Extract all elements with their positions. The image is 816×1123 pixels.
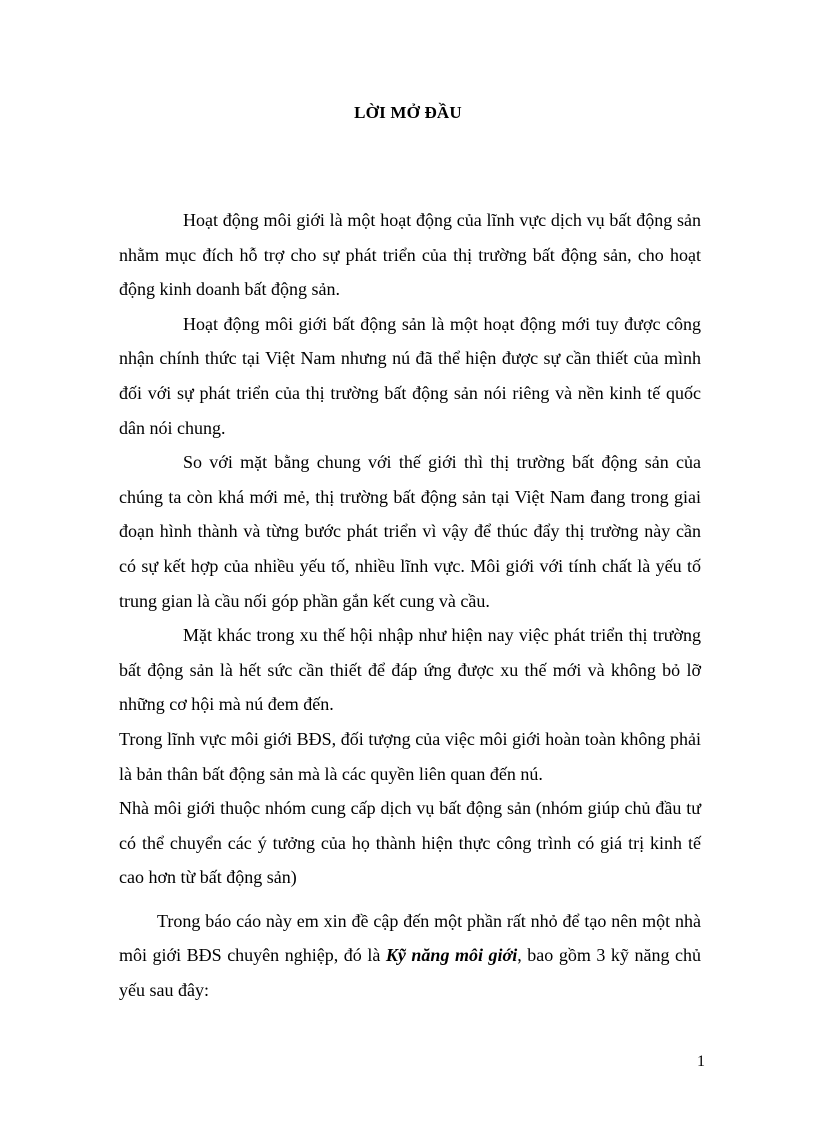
document-body (119, 203, 701, 1008)
page-number: 1 (697, 1053, 705, 1070)
paragraph-2: Hoạt động môi giới bất động sản là một hoạt động mới tuy được công nhận chính thức tại Việt Nam nhưng nú đã thể hiện được sự cần thiết của mình đối với sự phát triển của thị trường bất động sản nói riêng và nền kinh tế quốc dân nói chung. (119, 313, 701, 438)
paragraph-4: Mặt khác trong xu thế hội nhập như hiện nay việc phát triển thị trường bất động sản là hết sức cần thiết để đáp ứng được xu thế mới và không bỏ lỡ những cơ hội mà nú đem đến. (119, 625, 701, 715)
paragraph-7-lead: Trong báo cáo này em xin đề cập đến một phần rất nhỏ để tạo nên một nhà môi giới BĐS chuyên nghiệp, đó là (119, 910, 701, 966)
paragraph-1: Hoạt động môi giới là một hoạt động của lĩnh vực dịch vụ bất động sản nhằm mục đích hỗ trợ cho sự phát triển của thị trường bất động sản, cho hoạt động kinh doanh bất động sản. (119, 210, 701, 300)
paragraph-5: Trong lĩnh vực môi giới BĐS, đối tượng của việc môi giới hoàn toàn không phải là bản thân bất động sản mà là các quyền liên quan đến nú. (119, 728, 701, 784)
paragraph-3: So với mặt bằng chung với thế giới thì thị trường bất động sản của chúng ta còn khá mới mẻ, thị trường bất động sản tại Việt Nam đang trong giai đoạn hình thành và từng bước phát triển vì vậy để thúc đẩy thị trường này cần có sự kết hợp của nhiều yếu tố, nhiều lĩnh vực. Môi giới với tính chất là yếu tố trung gian là cầu nối góp phần gắn kết cung và cầu. (119, 452, 701, 611)
paragraph-7-tail: , bao gồm 3 kỹ năng chủ yếu sau đây: (119, 945, 702, 1001)
emphasis-skill: Kỹ năng môi giới (385, 945, 518, 966)
page-title: LỜI MỞ ĐẦU (354, 103, 462, 122)
paragraph-7 (119, 904, 701, 1008)
paragraph-6: Nhà môi giới thuộc nhóm cung cấp dịch vụ bất động sản (nhóm giúp chủ đầu tư có thể chuyển các ý tưởng của họ thành hiện thực công trình có giá trị kinh tế cao hơn từ bất động sản) (119, 798, 701, 888)
